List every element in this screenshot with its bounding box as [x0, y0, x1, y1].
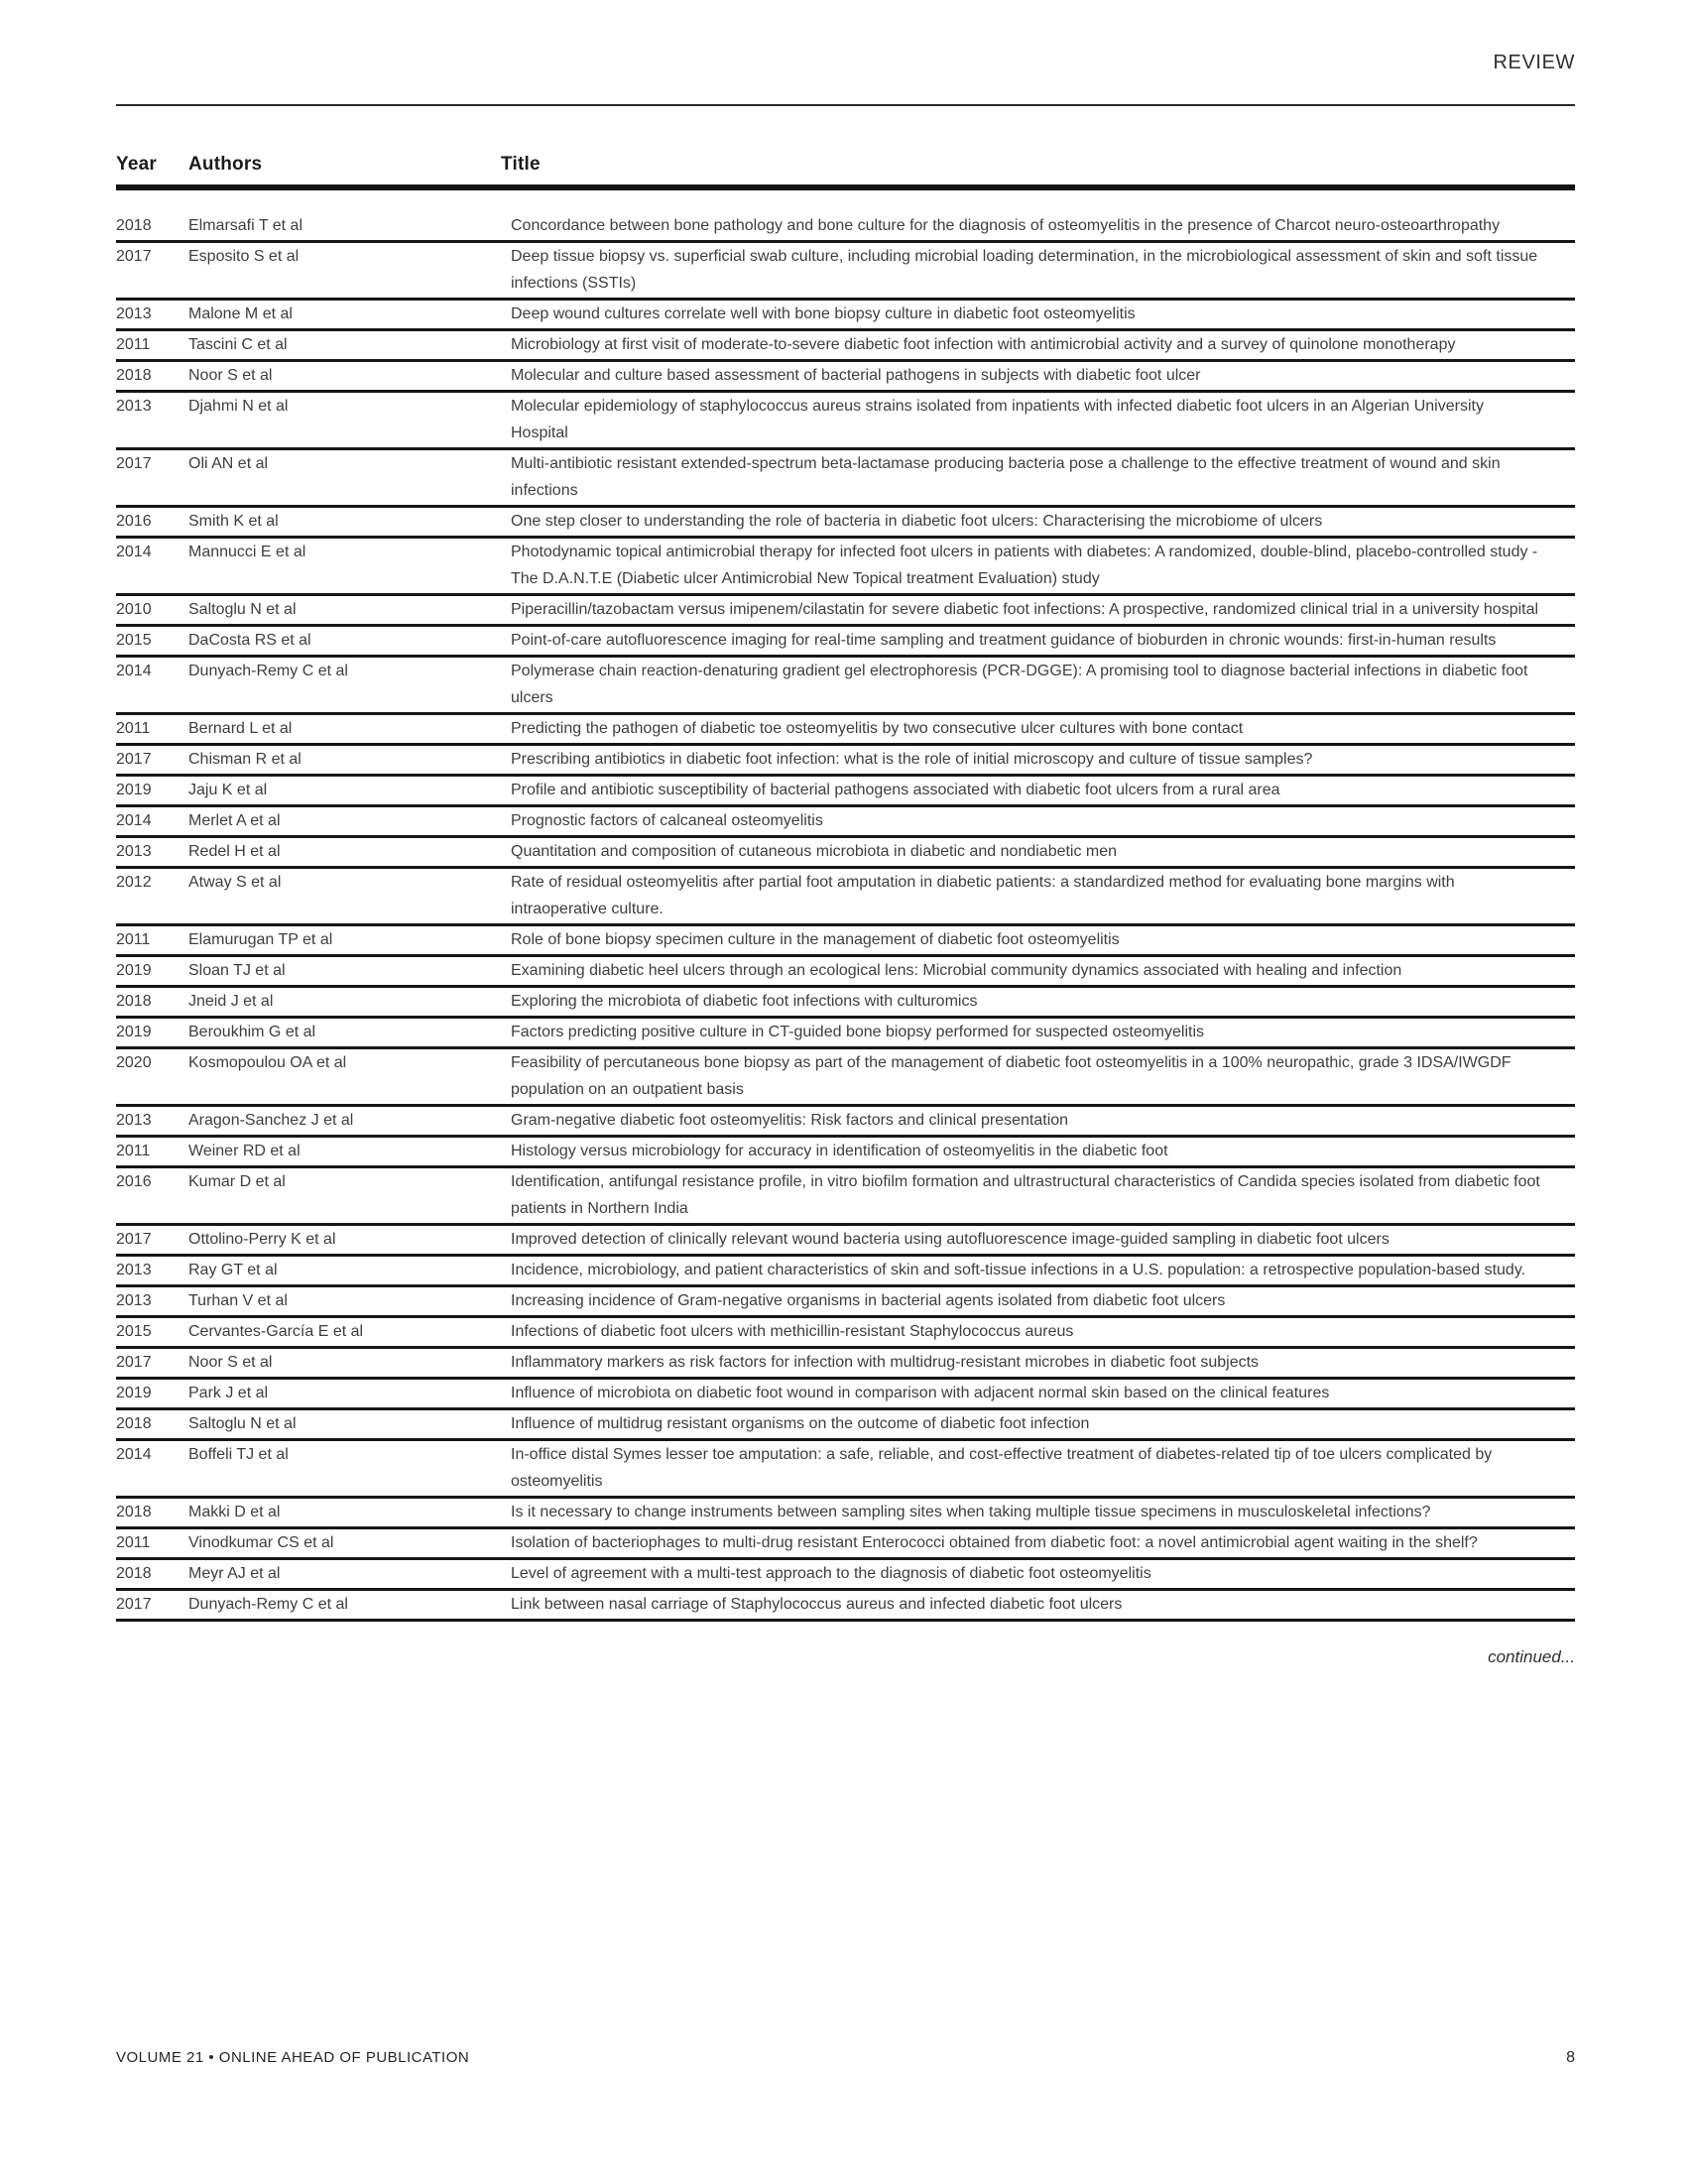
table-row — [116, 1410, 1575, 1441]
row-year: 2018 — [116, 1504, 152, 1520]
table-row — [116, 1257, 1575, 1287]
row-year: 2015 — [116, 1323, 152, 1340]
row-year: 2018 — [116, 1565, 152, 1582]
row-title: Feasibility of percutaneous bone biopsy as part of the management of diabetic foot osteomyelitis in a 100% neuropathic, grade 3 IDSA/IWGDF population on an outpatient basis — [511, 1054, 1511, 1098]
row-year: 2014 — [116, 544, 152, 560]
row-authors: Jneid J et al — [188, 993, 274, 1010]
row-title: Quantitation and composition of cutaneous microbiota in diabetic and nondiabetic men — [511, 843, 1118, 860]
row-title: Photodynamic topical antimicrobial therapy for infected foot ulcers in patients with diabetes: A randomized, double-blind, placebo-controlled study - The D.A.N.T.E (Diabetic ulcer Antimicrobial New Topical treatment Evaluation) study — [511, 544, 1538, 587]
table-row — [116, 393, 1575, 450]
row-title: Link between nasal carriage of Staphylococcus aureus and infected diabetic foot ulcers — [511, 1596, 1123, 1613]
row-title: Histology versus microbiology for accuracy in identification of osteomyelitis in the diabetic foot — [511, 1143, 1168, 1159]
table-row — [116, 777, 1575, 807]
row-year: 2017 — [116, 1354, 152, 1371]
row-year: 2018 — [116, 1415, 152, 1432]
table-row — [116, 926, 1575, 957]
table-row — [116, 362, 1575, 393]
row-year: 2013 — [116, 305, 152, 322]
row-year: 2013 — [116, 1292, 152, 1309]
table-row — [116, 331, 1575, 362]
row-authors: Meyr AJ et al — [188, 1565, 281, 1582]
row-year: 2017 — [116, 248, 152, 265]
table-row — [116, 1107, 1575, 1138]
row-title: Level of agreement with a multi-test approach to the diagnosis of diabetic foot osteomyelitis — [511, 1565, 1151, 1582]
row-year: 2017 — [116, 1596, 152, 1613]
row-title: Microbiology at first visit of moderate-to-severe diabetic foot infection with antimicrobial activity and a survey of quinolone monotherapy — [511, 336, 1456, 353]
table-row — [116, 1318, 1575, 1349]
row-title: Infections of diabetic foot ulcers with methicillin-resistant Staphylococcus aureus — [511, 1323, 1074, 1340]
row-authors: Tascini C et al — [188, 336, 288, 353]
row-authors: Saltoglu N et al — [188, 601, 297, 618]
row-authors: Beroukhim G et al — [188, 1024, 316, 1040]
column-header-title: Title — [501, 154, 541, 175]
table-header-row — [116, 154, 1575, 176]
table-row — [116, 1349, 1575, 1380]
row-title: Prescribing antibiotics in diabetic foot infection: what is the role of initial microscopy and culture of tissue samples? — [511, 751, 1313, 768]
table-row — [116, 1226, 1575, 1257]
row-title: In-office distal Symes lesser toe amputation: a safe, reliable, and cost-effective treatment of diabetes-related tip of toe ulcers complicated by osteomyelitis — [511, 1446, 1493, 1490]
row-authors: Ottolino-Perry K et al — [188, 1231, 336, 1248]
row-authors: Kosmopoulou OA et al — [188, 1054, 347, 1071]
table-row — [116, 1499, 1575, 1529]
table-row — [116, 1380, 1575, 1410]
row-title: Piperacillin/tazobactam versus imipenem/cilastatin for severe diabetic foot infections: A prospective, randomized clinical trial in a university hospital — [511, 601, 1539, 618]
row-year: 2019 — [116, 1385, 152, 1401]
table-row — [116, 1019, 1575, 1049]
row-year: 2013 — [116, 1262, 152, 1278]
row-year: 2015 — [116, 632, 152, 649]
row-year: 2020 — [116, 1054, 152, 1071]
row-year: 2013 — [116, 1112, 152, 1129]
row-title: Exploring the microbiota of diabetic foot infections with culturomics — [511, 993, 978, 1010]
table-row — [116, 1138, 1575, 1168]
row-year: 2011 — [116, 931, 151, 948]
row-year: 2014 — [116, 663, 152, 679]
references-table-body — [116, 190, 1575, 1622]
row-authors: Dunyach-Remy C et al — [188, 663, 348, 679]
row-year: 2019 — [116, 962, 152, 979]
row-year: 2011 — [116, 1534, 151, 1551]
row-year: 2016 — [116, 513, 152, 530]
row-title: Rate of residual osteomyelitis after partial foot amputation in diabetic patients: a standardized method for evaluating bone margins with intraoperative culture. — [511, 874, 1455, 917]
column-header-year: Year — [116, 154, 157, 175]
row-title: Role of bone biopsy specimen culture in the management of diabetic foot osteomyelitis — [511, 931, 1120, 948]
row-title: Profile and antibiotic susceptibility of bacterial pathogens associated with diabetic foot ulcers from a rural area — [511, 782, 1280, 798]
row-title: Deep tissue biopsy vs. superficial swab culture, including microbial loading determination, in the microbiological assessment of skin and soft tissue infections (SSTIs) — [511, 248, 1538, 292]
footer-page-number: 8 — [1566, 2049, 1575, 2066]
row-authors: Jaju K et al — [188, 782, 268, 798]
table-row — [116, 243, 1575, 301]
table-row — [116, 1591, 1575, 1622]
table-row — [116, 1529, 1575, 1560]
table-row — [116, 957, 1575, 988]
row-authors: Noor S et al — [188, 1354, 273, 1371]
row-authors: Esposito S et al — [188, 248, 300, 265]
row-title: Examining diabetic heel ulcers through an ecological lens: Microbial community dynamics associated with healing and infection — [511, 962, 1402, 979]
row-year: 2011 — [116, 720, 151, 737]
table-row — [116, 1287, 1575, 1318]
row-authors: Elmarsafi T et al — [188, 217, 303, 234]
row-title: Polymerase chain reaction-denaturing gradient gel electrophoresis (PCR-DGGE): A promising tool to diagnose bacterial infections in diabetic foot ulcers — [511, 663, 1528, 706]
row-title: Prognostic factors of calcaneal osteomyelitis — [511, 812, 823, 829]
row-authors: Cervantes-García E et al — [188, 1323, 364, 1340]
row-authors: Vinodkumar CS et al — [188, 1534, 334, 1551]
table-row — [116, 807, 1575, 838]
row-title: Is it necessary to change instruments between sampling sites when taking multiple tissue specimens in musculoskeletal infections? — [511, 1504, 1431, 1520]
table-row — [116, 988, 1575, 1019]
row-year: 2011 — [116, 1143, 151, 1159]
continued-note: continued... — [1488, 1647, 1575, 1666]
row-year: 2012 — [116, 874, 152, 891]
table-row — [116, 746, 1575, 777]
row-authors: Ray GT et al — [188, 1262, 278, 1278]
row-authors: Chisman R et al — [188, 751, 302, 768]
row-title: Incidence, microbiology, and patient characteristics of skin and soft-tissue infections in a U.S. population: a retrospective population-based study. — [511, 1262, 1526, 1278]
row-authors: Malone M et al — [188, 305, 293, 322]
row-title: Factors predicting positive culture in CT-guided bone biopsy performed for suspected osteomyelitis — [511, 1024, 1205, 1040]
row-title: Molecular epidemiology of staphylococcus aureus strains isolated from inpatients with infected diabetic foot ulcers in an Algerian University Hospital — [511, 398, 1484, 441]
table-row — [116, 190, 1575, 243]
table-row — [116, 869, 1575, 926]
row-authors: Dunyach-Remy C et al — [188, 1596, 348, 1613]
row-authors: Turhan V et al — [188, 1292, 288, 1309]
row-title: Predicting the pathogen of diabetic toe osteomyelitis by two consecutive ulcer cultures with bone contact — [511, 720, 1244, 737]
table-row — [116, 1441, 1575, 1499]
table-row — [116, 715, 1575, 746]
table-row — [116, 596, 1575, 627]
row-title: Concordance between bone pathology and bone culture for the diagnosis of osteomyelitis in the presence of Charcot neuro-osteoarthropathy — [511, 217, 1501, 234]
row-authors: Djahmi N et al — [188, 398, 289, 415]
table-row — [116, 658, 1575, 715]
page-header-label: REVIEW — [1493, 52, 1575, 73]
row-title: Gram-negative diabetic foot osteomyelitis: Risk factors and clinical presentation — [511, 1112, 1069, 1129]
row-year: 2013 — [116, 843, 152, 860]
row-title: Deep wound cultures correlate well with bone biopsy culture in diabetic foot osteomyelitis — [511, 305, 1136, 322]
row-title: Molecular and culture based assessment of bacterial pathogens in subjects with diabetic foot ulcer — [511, 367, 1201, 384]
row-authors: Merlet A et al — [188, 812, 281, 829]
row-title: Isolation of bacteriophages to multi-drug resistant Enterococci obtained from diabetic foot: a novel antimicrobial agent waiting in the shelf? — [511, 1534, 1478, 1551]
row-authors: Weiner RD et al — [188, 1143, 301, 1159]
table-row — [116, 450, 1575, 508]
row-title: Multi-antibiotic resistant extended-spectrum beta-lactamase producing bacteria pose a challenge to the effective treatment of wound and skin infections — [511, 455, 1501, 499]
row-title: Influence of multidrug resistant organisms on the outcome of diabetic foot infection — [511, 1415, 1090, 1432]
table-row — [116, 1049, 1575, 1107]
row-title: Identification, antifungal resistance profile, in vitro biofilm formation and ultrastructural characteristics of Candida species isolated from diabetic foot patients in Northern India — [511, 1173, 1540, 1217]
column-header-authors: Authors — [188, 154, 263, 175]
row-authors: Elamurugan TP et al — [188, 931, 333, 948]
row-authors: Noor S et al — [188, 367, 273, 384]
row-year: 2018 — [116, 217, 152, 234]
row-authors: Atway S et al — [188, 874, 282, 891]
row-authors: Redel H et al — [188, 843, 281, 860]
row-year: 2018 — [116, 993, 152, 1010]
row-title: Improved detection of clinically relevant wound bacteria using autofluorescence image-guided sampling in diabetic foot ulcers — [511, 1231, 1389, 1248]
row-title: Influence of microbiota on diabetic foot wound in comparison with adjacent normal skin based on the clinical features — [511, 1385, 1330, 1401]
row-year: 2013 — [116, 398, 152, 415]
table-row — [116, 508, 1575, 539]
table-row — [116, 838, 1575, 869]
row-title: Increasing incidence of Gram-negative organisms in bacterial agents isolated from diabetic foot ulcers — [511, 1292, 1226, 1309]
row-authors: Makki D et al — [188, 1504, 281, 1520]
row-title: One step closer to understanding the role of bacteria in diabetic foot ulcers: Characterising the microbiome of ulcers — [511, 513, 1323, 530]
row-authors: Oli AN et al — [188, 455, 269, 472]
row-year: 2016 — [116, 1173, 152, 1190]
page-content — [116, 0, 1575, 1667]
row-authors: Bernard L et al — [188, 720, 293, 737]
row-year: 2018 — [116, 367, 152, 384]
table-row — [116, 1560, 1575, 1591]
row-year: 2017 — [116, 751, 152, 768]
page-footer — [116, 2049, 1575, 2067]
row-authors: Kumar D et al — [188, 1173, 286, 1190]
row-title: Inflammatory markers as risk factors for infection with multidrug-resistant microbes in diabetic foot subjects — [511, 1354, 1260, 1371]
row-year: 2019 — [116, 782, 152, 798]
row-title: Point-of-care autofluorescence imaging for real-time sampling and treatment guidance of bioburden in chronic wounds: first-in-human results — [511, 632, 1497, 649]
row-year: 2017 — [116, 1231, 152, 1248]
table-row — [116, 1168, 1575, 1226]
row-authors: Park J et al — [188, 1385, 269, 1401]
row-authors: Boffeli TJ et al — [188, 1446, 289, 1463]
row-authors: Sloan TJ et al — [188, 962, 286, 979]
header-rule — [116, 104, 1575, 106]
row-year: 2011 — [116, 336, 151, 353]
row-authors: Aragon-Sanchez J et al — [188, 1112, 354, 1129]
table-row — [116, 627, 1575, 658]
row-year: 2017 — [116, 455, 152, 472]
row-authors: Mannucci E et al — [188, 544, 306, 560]
row-year: 2014 — [116, 1446, 152, 1463]
table-row — [116, 539, 1575, 596]
row-year: 2019 — [116, 1024, 152, 1040]
row-authors: Smith K et al — [188, 513, 279, 530]
row-authors: Saltoglu N et al — [188, 1415, 297, 1432]
table-row — [116, 301, 1575, 331]
row-year: 2010 — [116, 601, 152, 618]
row-year: 2014 — [116, 812, 152, 829]
row-authors: DaCosta RS et al — [188, 632, 311, 649]
footer-volume-text: VOLUME 21 • ONLINE AHEAD OF PUBLICATION — [116, 2049, 470, 2066]
